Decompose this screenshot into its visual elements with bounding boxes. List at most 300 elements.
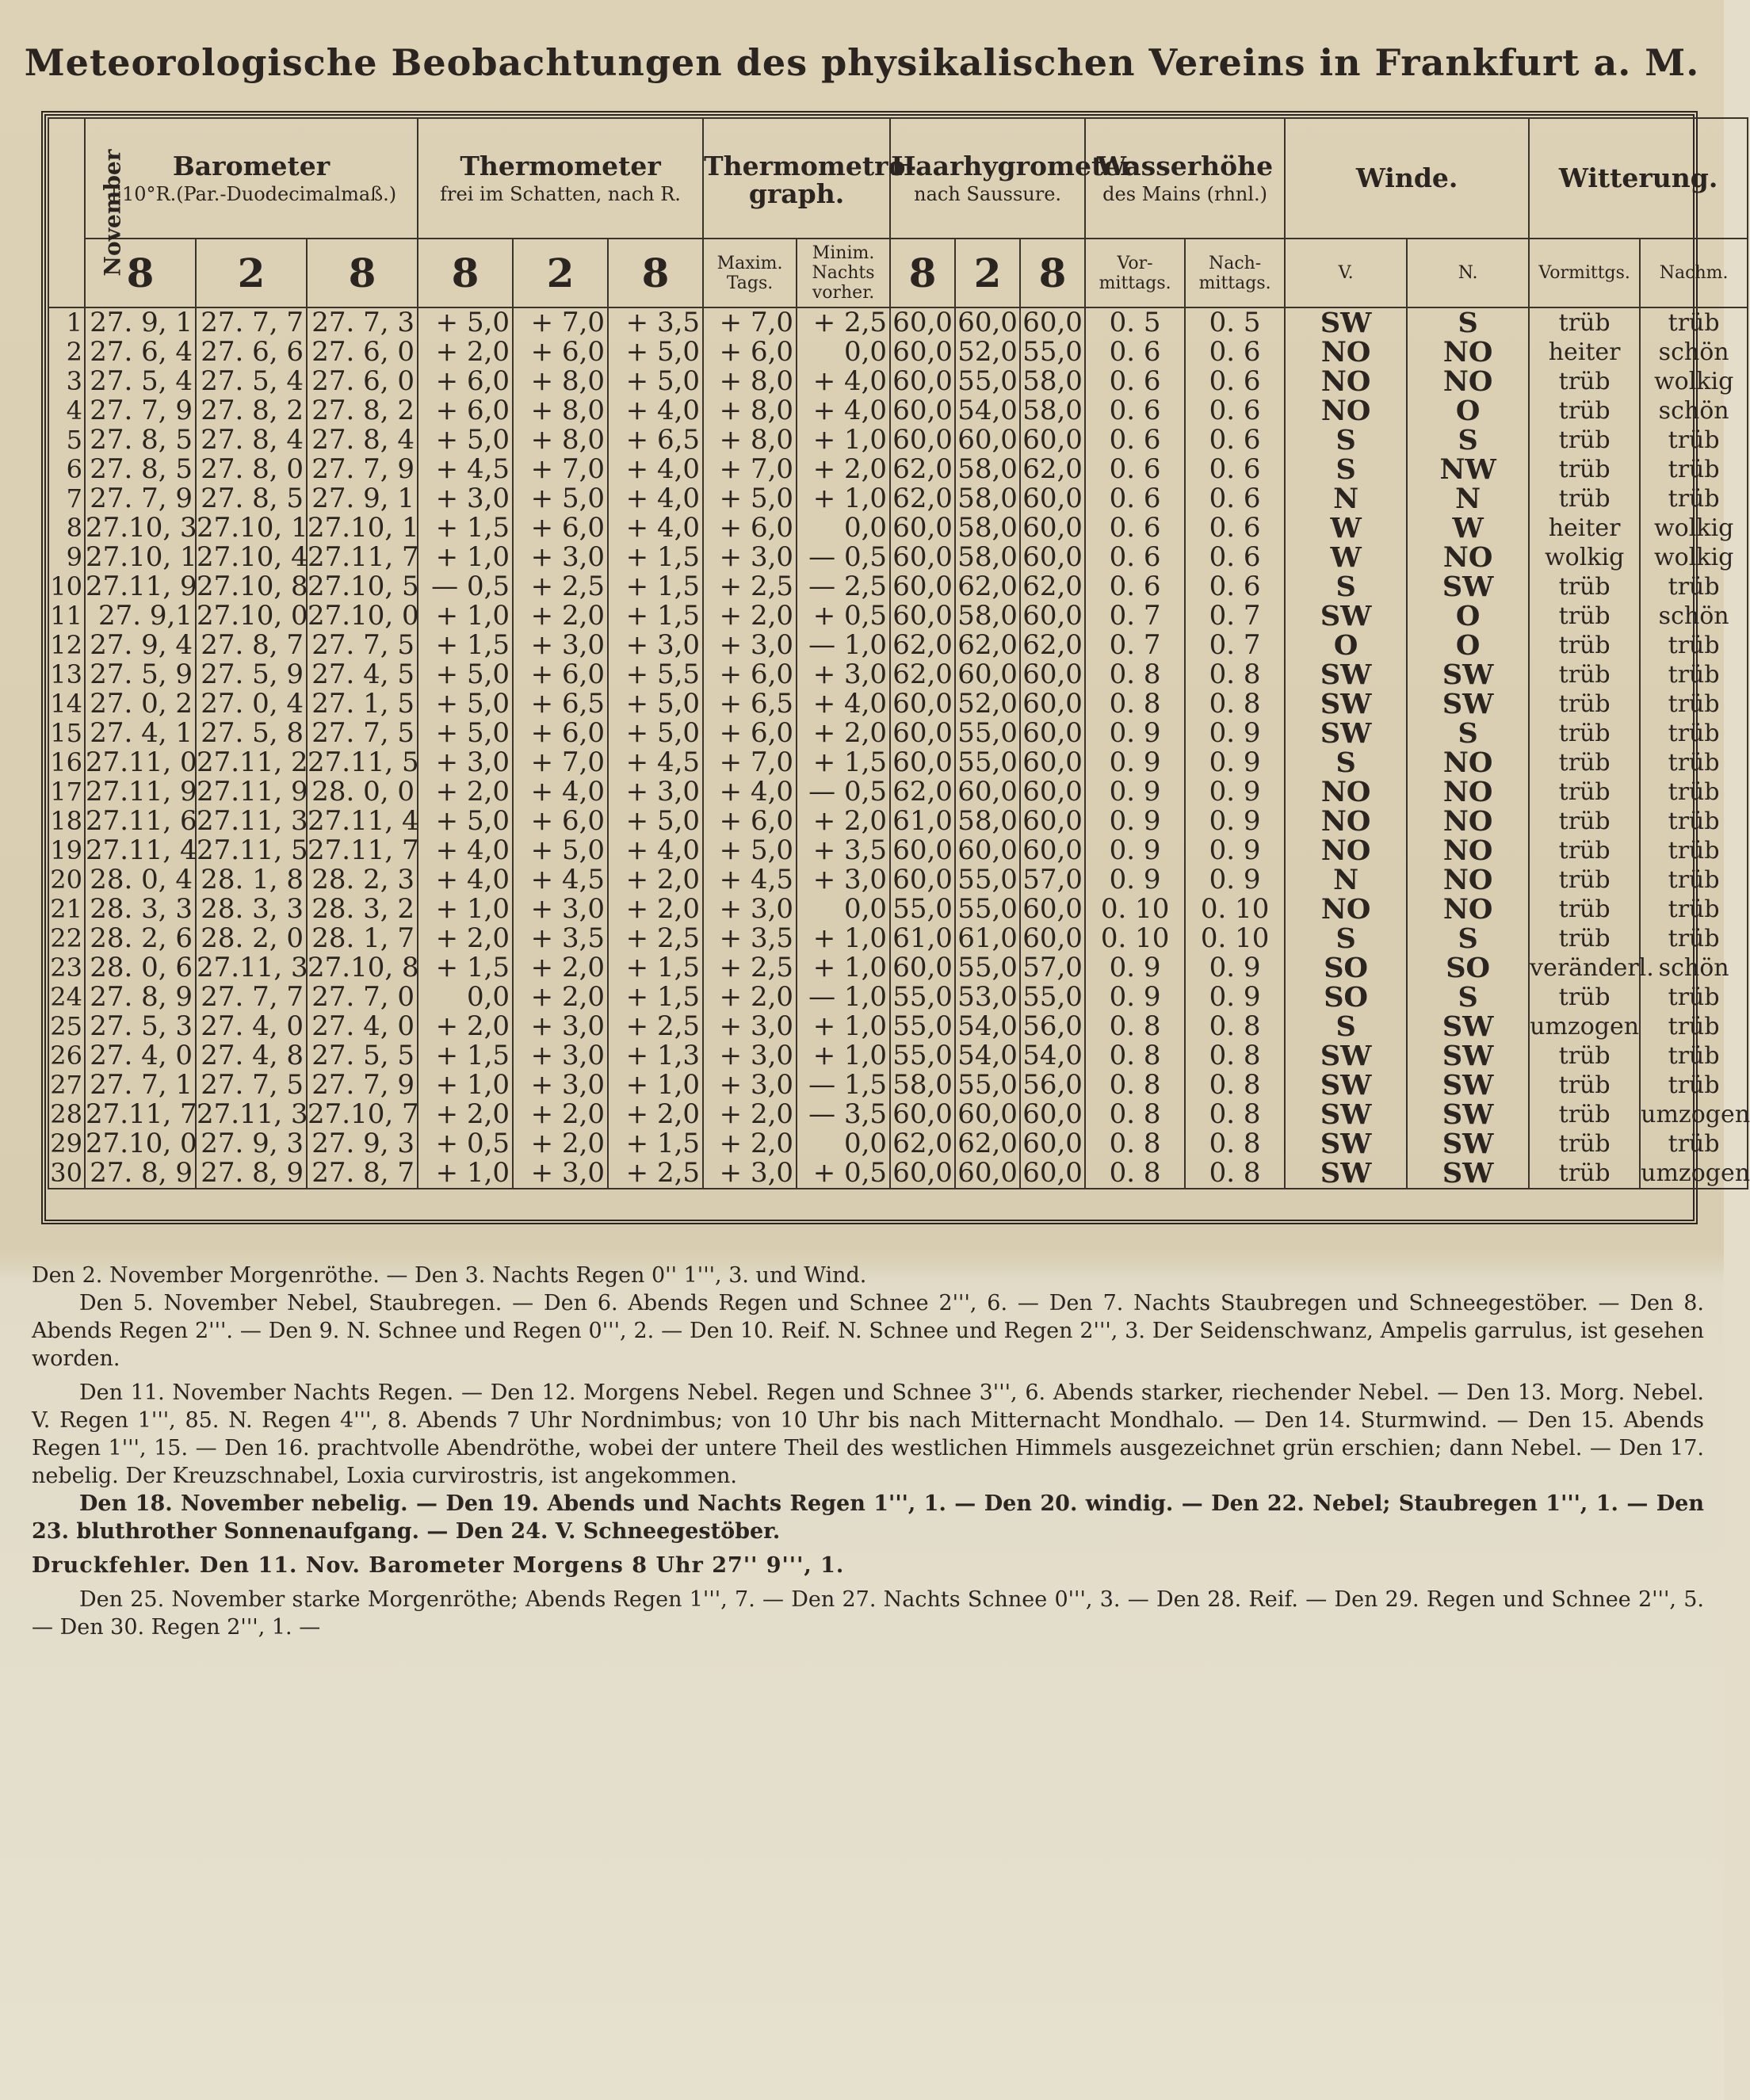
table-row [48, 836, 1748, 865]
cell-day: 15 [48, 719, 85, 748]
cell-h8: 55,0 [890, 983, 955, 1012]
cell-wittv: trüb [1529, 572, 1640, 601]
cell-day: 21 [48, 895, 85, 924]
cell-wittn: trüb [1640, 807, 1748, 836]
cell-wittv: trüb [1529, 1071, 1640, 1100]
cell-h2: 62,0 [955, 1129, 1020, 1159]
thermometer-subtitle: frei im Schatten, nach R. [440, 183, 681, 205]
thermometrograph-title: Thermometro- [704, 151, 917, 181]
month-label-cell [48, 118, 126, 307]
cell-b8e: 27. 4, 0 [307, 1012, 418, 1041]
cell-t8: + 6,0 [418, 367, 513, 396]
observation-table-frame [41, 111, 1750, 1224]
cell-windn: SW [1407, 1012, 1529, 1041]
cell-t8: + 1,0 [418, 895, 513, 924]
cell-b2: 27.10, 4 [197, 541, 308, 573]
cell-b2: 27.11, 9 [197, 776, 308, 808]
cell-h8e: 60,0 [1020, 836, 1085, 865]
cell-h2: 58,0 [955, 601, 1020, 631]
cell-h8e: 56,0 [1020, 1071, 1085, 1100]
cell-t8e: + 5,5 [608, 660, 703, 689]
cell-b2: 27. 8, 0 [196, 455, 307, 484]
cell-wv: 0. 8 [1085, 1041, 1185, 1071]
cell-h8: 60,0 [890, 543, 955, 572]
cell-t8: + 5,0 [418, 807, 513, 836]
hygrometer-8-header: 8 [890, 239, 955, 307]
cell-b2: 27. 7, 5 [196, 1071, 307, 1100]
cell-h8e: 56,0 [1020, 1012, 1085, 1041]
cell-windn: NO [1407, 895, 1529, 924]
cell-t2: + 2,0 [513, 983, 608, 1012]
cell-max: + 4,0 [703, 777, 797, 807]
cell-h8: 60,0 [890, 514, 955, 543]
cell-b8: 28. 3, 3 [85, 895, 196, 924]
cell-wittn: trüb [1640, 1012, 1748, 1041]
cell-wn: 0. 6 [1185, 455, 1285, 484]
cell-t8e: + 4,5 [608, 748, 703, 777]
table-row [48, 455, 1748, 484]
cell-windn: NO [1407, 543, 1529, 572]
cell-min: + 4,0 [797, 396, 890, 426]
cell-day: 27 [48, 1071, 85, 1100]
cell-day: 7 [48, 484, 85, 514]
cell-t2: + 3,0 [513, 543, 608, 572]
cell-min: 0,0 [797, 895, 890, 924]
cell-b8e: 28. 2, 3 [307, 865, 418, 895]
witterung-v-header: Vormittgs. [1529, 239, 1640, 307]
cell-b8e: 28. 1, 7 [307, 924, 418, 953]
table-row [48, 748, 1748, 777]
cell-b8: 28. 0, 6 [85, 953, 196, 983]
cell-h8: 60,0 [890, 689, 955, 719]
cell-t2: + 6,0 [513, 514, 608, 543]
cell-wn: 0. 9 [1185, 777, 1285, 807]
cell-t2: + 6,0 [513, 338, 608, 367]
cell-t2: + 2,0 [513, 1129, 608, 1159]
cell-wv: 0. 6 [1085, 514, 1185, 543]
cell-h8: 62,0 [890, 777, 955, 807]
cell-windn: SW [1407, 660, 1529, 689]
cell-wn: 0. 8 [1185, 1012, 1285, 1041]
cell-windv: S [1285, 1012, 1407, 1041]
cell-t8e: + 1,5 [608, 953, 703, 983]
cell-b2: 28. 1, 8 [196, 865, 307, 895]
remark-paragraph-4: Den 18. November nebelig. — Den 19. Abends und Nachts Regen 1''', 1. — Den 20. windig. — Den 22. Nebel; Staubregen 1''', 1. — Den 23. bluthrother Sonnenaufgang. — Den 24. V. Schneegestöber. [32, 1491, 1704, 1544]
cell-min: + 1,0 [797, 484, 890, 514]
cell-wittn: trüb [1640, 836, 1748, 865]
cell-windv: SW [1285, 1100, 1407, 1129]
cell-wittv: trüb [1529, 426, 1640, 455]
cell-wn: 0. 6 [1185, 338, 1285, 367]
cell-b8e: 27. 7, 9 [307, 455, 418, 484]
cell-day: 16 [48, 748, 85, 777]
cell-day: 18 [48, 807, 85, 836]
cell-wittv: trüb [1529, 631, 1640, 660]
cell-min: 0,0 [797, 1129, 890, 1159]
nachmittags-header: Nach- mittags. [1185, 239, 1285, 307]
cell-h2: 52,0 [955, 338, 1020, 367]
cell-b8e: 27.10, 5 [308, 571, 419, 602]
cell-h8e: 55,0 [1020, 983, 1085, 1012]
cell-day: 19 [48, 836, 85, 865]
cell-wv: 0. 5 [1085, 307, 1185, 338]
cell-h2: 60,0 [955, 660, 1020, 689]
cell-b8e: 27.10, 0 [308, 600, 419, 632]
cell-windn: NO [1407, 836, 1529, 865]
cell-h8e: 60,0 [1020, 719, 1085, 748]
cell-h8e: 60,0 [1020, 748, 1085, 777]
cell-wv: 0. 6 [1085, 572, 1185, 601]
cell-windn: SW [1407, 1159, 1529, 1189]
table-row [48, 601, 1748, 631]
cell-windn: S [1407, 307, 1529, 338]
cell-max: + 6,0 [703, 807, 797, 836]
cell-t2: + 8,0 [513, 426, 608, 455]
cell-b8e: 27. 7, 9 [307, 1071, 418, 1100]
cell-wn: 0. 7 [1185, 631, 1285, 660]
cell-max: + 2,5 [703, 572, 797, 601]
cell-t8e: + 1,5 [608, 543, 703, 572]
cell-day: 13 [48, 660, 85, 689]
cell-max: + 6,0 [703, 514, 797, 543]
cell-h8: 61,0 [890, 924, 955, 953]
cell-h2: 54,0 [955, 1041, 1020, 1071]
cell-b8e: 28. 3, 2 [307, 895, 418, 924]
wind-v-header: V. [1285, 239, 1407, 307]
cell-t8e: + 2,0 [608, 865, 703, 895]
cell-h8: 60,0 [890, 1100, 955, 1129]
cell-b8: 27. 0, 2 [85, 689, 196, 719]
cell-wn: 0. 8 [1185, 660, 1285, 689]
cell-windn: O [1407, 631, 1529, 660]
cell-b2: 27.11, 5 [197, 834, 308, 866]
wind-n-header: N. [1407, 239, 1529, 307]
cell-wv: 0. 10 [1085, 924, 1185, 953]
cell-wittv: trüb [1529, 396, 1640, 426]
cell-day: 3 [48, 367, 85, 396]
cell-h2: 55,0 [955, 719, 1020, 748]
cell-b2: 27. 5, 8 [196, 719, 307, 748]
hygrometer-2-header: 2 [955, 239, 1020, 307]
cell-b2: 27. 5, 9 [196, 660, 307, 689]
cell-day: 9 [48, 543, 85, 572]
cell-windv: SW [1285, 719, 1407, 748]
cell-windn: N [1407, 484, 1529, 514]
haarhygrometer-title: Haarhygrometer [891, 151, 1134, 181]
cell-wittv: trüb [1529, 1100, 1640, 1129]
table-row [48, 631, 1748, 660]
table-row [48, 1012, 1748, 1041]
table-row [48, 660, 1748, 689]
cell-wittn: trüb [1640, 426, 1748, 455]
cell-b2: 28. 2, 0 [196, 924, 307, 953]
cell-t8e: + 2,0 [608, 1100, 703, 1129]
table-row [48, 572, 1748, 601]
cell-wittn: trüb [1640, 572, 1748, 601]
cell-t8e: + 4,0 [608, 455, 703, 484]
cell-windn: NW [1407, 455, 1529, 484]
cell-wittn: umzogen [1641, 1159, 1750, 1187]
cell-h2: 58,0 [955, 455, 1020, 484]
cell-windv: W [1285, 543, 1407, 572]
cell-max: + 6,0 [703, 660, 797, 689]
cell-min: + 3,0 [797, 660, 890, 689]
cell-windv: NO [1285, 338, 1407, 367]
cell-t8e: + 4,0 [608, 836, 703, 865]
cell-b2: 27.11, 3 [197, 952, 308, 983]
cell-h8e: 55,0 [1020, 338, 1085, 367]
cell-h8: 61,0 [890, 807, 955, 836]
cell-h2: 58,0 [955, 514, 1020, 543]
cell-h2: 52,0 [955, 689, 1020, 719]
cell-max: + 3,0 [703, 1071, 797, 1100]
thermometer-title: Thermometer [460, 151, 661, 181]
cell-min: + 1,0 [797, 1041, 890, 1071]
cell-day: 4 [48, 396, 85, 426]
cell-t8e: + 5,0 [608, 689, 703, 719]
cell-wv: 0. 8 [1085, 1012, 1185, 1041]
haarhygrometer-subtitle: nach Saussure. [914, 183, 1062, 205]
cell-b8e: 27. 7, 5 [307, 631, 418, 660]
cell-wn: 0. 9 [1185, 865, 1285, 895]
cell-windn: SW [1407, 1129, 1529, 1159]
cell-h8: 60,0 [890, 396, 955, 426]
cell-h8: 60,0 [890, 572, 955, 601]
cell-t8e: + 1,3 [608, 1041, 703, 1071]
cell-max: + 6,0 [703, 719, 797, 748]
cell-b8: 27. 4, 1 [85, 719, 196, 748]
cell-max: + 3,0 [703, 1041, 797, 1071]
cell-b2: 27.11, 2 [197, 746, 308, 778]
cell-wittn: schön [1640, 338, 1748, 367]
cell-h8e: 57,0 [1020, 865, 1085, 895]
cell-h2: 60,0 [955, 836, 1020, 865]
cell-h8e: 60,0 [1020, 1129, 1085, 1159]
cell-windv: SW [1285, 689, 1407, 719]
cell-h2: 58,0 [955, 484, 1020, 514]
cell-wittn: trüb [1640, 895, 1748, 924]
cell-windv: NO [1285, 895, 1407, 924]
cell-max: + 7,0 [703, 307, 797, 338]
cell-b2: 27.10, 8 [197, 571, 308, 602]
cell-t8: + 0,5 [418, 1129, 513, 1159]
cell-b8: 27.10, 1 [86, 541, 197, 573]
cell-t8e: + 4,0 [608, 396, 703, 426]
cell-max: + 2,0 [703, 1100, 797, 1129]
cell-t8: + 4,0 [418, 865, 513, 895]
cell-b8: 27. 5, 3 [85, 1012, 196, 1041]
cell-wittn: schön [1640, 953, 1748, 983]
cell-max: + 7,0 [703, 748, 797, 777]
cell-t2: + 6,0 [513, 660, 608, 689]
cell-day: 11 [48, 601, 85, 631]
cell-windv: S [1285, 572, 1407, 601]
cell-wittv: trüb [1529, 777, 1640, 807]
cell-b8: 27. 8, 5 [85, 426, 196, 455]
cell-wn: 0. 6 [1185, 543, 1285, 572]
cell-windn: S [1407, 719, 1529, 748]
table-row [48, 514, 1748, 543]
cell-t8: + 2,0 [418, 338, 513, 367]
cell-wn: 0. 9 [1185, 953, 1285, 983]
cell-day: 23 [48, 953, 85, 983]
cell-h8: 60,0 [890, 748, 955, 777]
cell-h2: 55,0 [955, 1071, 1020, 1100]
cell-h8: 60,0 [890, 367, 955, 396]
cell-min: — 1,0 [797, 631, 890, 660]
cell-windn: O [1407, 396, 1529, 426]
cell-wv: 0. 8 [1085, 660, 1185, 689]
cell-t2: + 2,0 [513, 601, 608, 631]
cell-min: + 1,0 [797, 1012, 890, 1041]
cell-t2: + 3,5 [513, 924, 608, 953]
cell-b2: 27. 8, 4 [196, 426, 307, 455]
table-row [48, 484, 1748, 514]
cell-b2: 27. 0, 4 [196, 689, 307, 719]
cell-b8: 27. 9,1 [85, 601, 196, 631]
cell-wv: 0. 10 [1085, 895, 1185, 924]
cell-wittn: trüb [1640, 1129, 1748, 1159]
cell-h8: 60,0 [890, 836, 955, 865]
table-row [48, 719, 1748, 748]
table-row [48, 426, 1748, 455]
cell-wv: 0. 6 [1085, 455, 1185, 484]
cell-t8: + 5,0 [418, 307, 513, 338]
cell-wv: 0. 6 [1085, 484, 1185, 514]
cell-windn: NO [1407, 367, 1529, 396]
witterung-n-header: Nachm. [1640, 239, 1748, 307]
cell-h2: 55,0 [955, 953, 1020, 983]
cell-wv: 0. 6 [1085, 396, 1185, 426]
cell-t8e: + 3,5 [608, 307, 703, 338]
cell-wv: 0. 8 [1085, 1071, 1185, 1100]
cell-windv: SW [1285, 1159, 1407, 1189]
cell-wittv: trüb [1529, 1129, 1640, 1159]
cell-b8: 27. 7, 1 [85, 1071, 196, 1100]
cell-windv: NO [1285, 807, 1407, 836]
cell-wn: 0. 6 [1185, 572, 1285, 601]
cell-b8: 27. 5, 4 [85, 367, 196, 396]
cell-windn: NO [1407, 865, 1529, 895]
cell-min: + 3,0 [797, 865, 890, 895]
cell-wv: 0. 8 [1085, 1100, 1185, 1129]
cell-wittn: trüb [1640, 455, 1748, 484]
erratum: Druckfehler. Den 11. Nov. Barometer Morgens 8 Uhr 27'' 9''', 1. [32, 1553, 845, 1578]
cell-t8: + 3,0 [418, 484, 513, 514]
cell-b8e: 27. 5, 5 [307, 1041, 418, 1071]
cell-t2: + 6,0 [513, 719, 608, 748]
cell-wn: 0. 8 [1185, 1071, 1285, 1100]
cell-h8e: 58,0 [1020, 396, 1085, 426]
cell-b8: 28. 0, 4 [85, 865, 196, 895]
cell-t8e: + 1,5 [608, 1129, 703, 1159]
cell-t8e: + 6,5 [608, 426, 703, 455]
cell-wittn: trüb [1640, 777, 1748, 807]
cell-h8e: 62,0 [1020, 572, 1085, 601]
cell-h8: 60,0 [890, 1159, 955, 1189]
cell-min: 0,0 [797, 514, 890, 543]
cell-h2: 55,0 [955, 367, 1020, 396]
cell-min: + 2,0 [797, 455, 890, 484]
cell-wittv: trüb [1529, 719, 1640, 748]
cell-min: + 0,5 [797, 601, 890, 631]
thermometer-2-header: 2 [513, 239, 608, 307]
cell-wittn: wolkig [1640, 367, 1748, 396]
cell-h2: 55,0 [955, 865, 1020, 895]
cell-h2: 58,0 [955, 543, 1020, 572]
cell-h8e: 60,0 [1020, 660, 1085, 689]
cell-wn: 0. 8 [1185, 1159, 1285, 1189]
cell-wv: 0. 8 [1085, 1159, 1185, 1189]
cell-t8: + 3,0 [418, 748, 513, 777]
cell-min: + 3,5 [797, 836, 890, 865]
cell-h2: 60,0 [955, 1100, 1020, 1129]
observation-rows [48, 307, 1748, 1189]
witterung-title: Witterung. [1558, 162, 1718, 193]
cell-min: — 1,5 [797, 1071, 890, 1100]
cell-wv: 0. 9 [1085, 953, 1185, 983]
table-row [48, 367, 1748, 396]
cell-t8: + 1,0 [418, 1071, 513, 1100]
cell-wv: 0. 9 [1085, 748, 1185, 777]
barometer-title: Barometer [172, 151, 331, 181]
cell-wittv: wolkig [1529, 543, 1640, 572]
cell-wn: 0. 9 [1185, 983, 1285, 1012]
cell-b2: 27. 4, 0 [196, 1012, 307, 1041]
thermometrograph-subtitle: graph. [748, 178, 845, 209]
cell-h8e: 60,0 [1020, 1100, 1085, 1129]
cell-windn: S [1407, 426, 1529, 455]
cell-max: + 3,0 [703, 1012, 797, 1041]
cell-wittv: trüb [1529, 836, 1640, 865]
cell-wittv: heiter [1529, 338, 1640, 367]
cell-t8e: + 1,0 [608, 1071, 703, 1100]
cell-max: + 2,0 [703, 983, 797, 1012]
hygrometer-8-evening-header: 8 [1020, 239, 1085, 307]
cell-windn: SW [1407, 1071, 1529, 1100]
cell-windn: SW [1407, 572, 1529, 601]
cell-windv: S [1285, 748, 1407, 777]
cell-min: + 1,5 [797, 748, 890, 777]
cell-wn: 0. 9 [1185, 748, 1285, 777]
cell-max: + 7,0 [703, 455, 797, 484]
cell-b2: 27.11, 3 [197, 1098, 308, 1130]
cell-day: 1 [48, 307, 85, 338]
cell-b8: 27. 8, 9 [85, 983, 196, 1012]
cell-h2: 60,0 [955, 777, 1020, 807]
cell-t2: + 2,5 [513, 572, 608, 601]
haarhygrometer-header [890, 118, 1134, 239]
cell-h8: 62,0 [890, 484, 955, 514]
cell-t2: + 3,0 [513, 1012, 608, 1041]
cell-b2: 27. 9, 3 [196, 1129, 307, 1159]
cell-t8e: + 4,0 [608, 484, 703, 514]
cell-t8e: + 5,0 [608, 807, 703, 836]
maxim-header: Maxim. Tags. [703, 239, 797, 307]
cell-windn: SO [1407, 953, 1529, 983]
cell-windv: NO [1285, 367, 1407, 396]
cell-wn: 0. 6 [1185, 514, 1285, 543]
cell-max: + 8,0 [703, 367, 797, 396]
cell-wn: 0. 8 [1185, 1041, 1285, 1071]
cell-h2: 61,0 [955, 924, 1020, 953]
vormittags-header: Vor- mittags. [1085, 239, 1185, 307]
cell-t8: + 1,0 [418, 601, 513, 631]
cell-h2: 60,0 [955, 307, 1020, 338]
cell-min: + 1,0 [797, 924, 890, 953]
cell-b8e: 27. 1, 5 [307, 689, 418, 719]
remarks [32, 1262, 1704, 1641]
